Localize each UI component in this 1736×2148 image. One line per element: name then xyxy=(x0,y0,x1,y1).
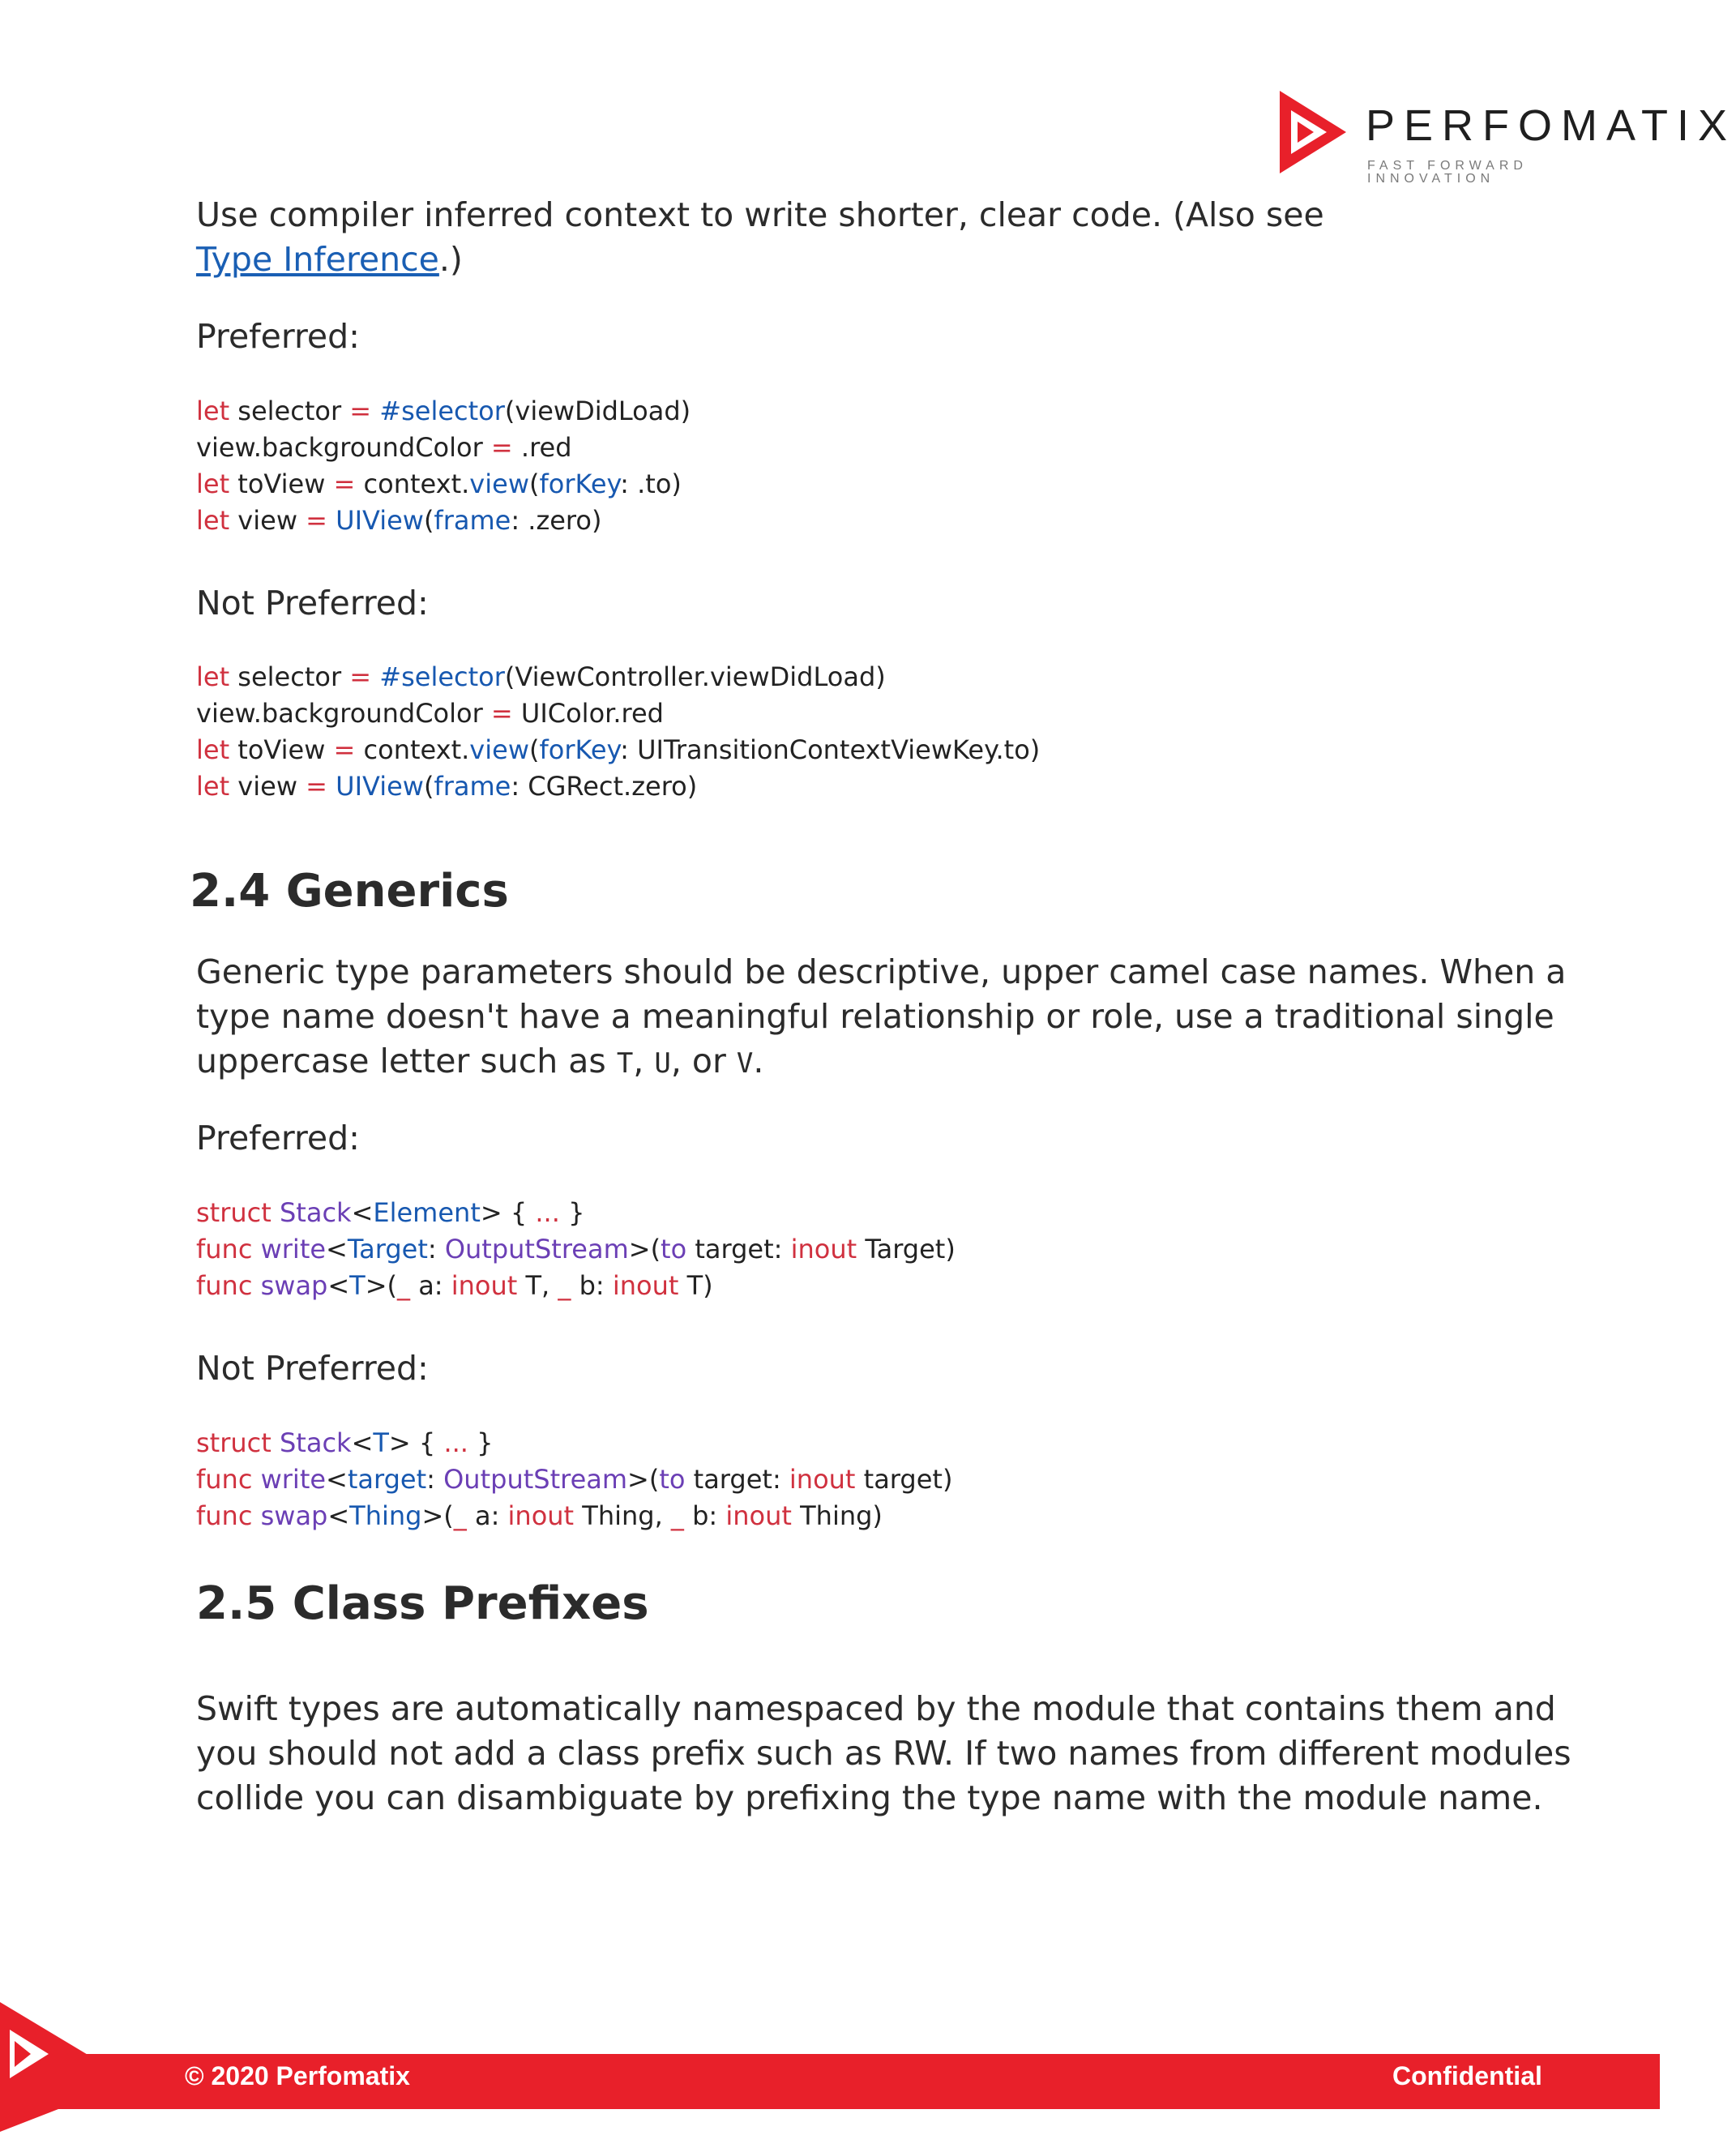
code-token: (viewDidLoad) xyxy=(504,396,691,426)
code-token xyxy=(371,396,379,426)
code-token xyxy=(327,771,336,802)
code-token: : xyxy=(426,1464,444,1495)
code-token: T xyxy=(373,1427,389,1458)
code-token: inout xyxy=(789,1464,856,1495)
code-token: _ xyxy=(453,1500,467,1531)
code-line xyxy=(196,393,691,430)
code-block-not-preferred-2 xyxy=(196,1425,952,1534)
code-token: } xyxy=(559,1197,585,1228)
code-token: view.backgroundColor xyxy=(196,432,491,463)
code-token: < xyxy=(351,1427,374,1458)
code-token: Stack xyxy=(279,1427,352,1458)
code-token: = xyxy=(333,469,356,499)
code-token: : UITransitionContextViewKey.to) xyxy=(620,734,1041,765)
code-token: Target) xyxy=(857,1234,956,1264)
generics-para-line-3 xyxy=(196,1039,763,1086)
code-token xyxy=(252,1234,260,1264)
code-token: b: xyxy=(683,1500,726,1531)
code-token: inout xyxy=(451,1270,518,1301)
generics-line3-prefix: uppercase letter such as xyxy=(196,1042,617,1080)
code-token: b: xyxy=(571,1270,613,1301)
code-token: func xyxy=(196,1500,253,1531)
code-token: forKey xyxy=(539,469,621,499)
code-token: target: xyxy=(685,1464,789,1495)
code-token: let xyxy=(196,661,230,692)
sep-1: , xyxy=(633,1042,655,1080)
code-token: } xyxy=(468,1427,494,1458)
code-token: < xyxy=(327,1270,350,1301)
code-block-not-preferred-1 xyxy=(196,659,1040,805)
code-token: inout xyxy=(725,1500,792,1531)
code-token: func xyxy=(196,1234,253,1264)
generics-para-line-2: type name doesn't have a meaningful relationship or role, use a traditional single xyxy=(196,997,1554,1036)
code-token: >( xyxy=(627,1464,660,1495)
code-token: view xyxy=(469,469,529,499)
code-line xyxy=(196,659,1040,695)
code-token: Thing) xyxy=(791,1500,883,1531)
code-token: : xyxy=(427,1234,445,1264)
code-token: : .to) xyxy=(620,469,682,499)
code-token: inout xyxy=(507,1500,575,1531)
code-token: > { xyxy=(480,1197,536,1228)
code-token: = xyxy=(333,734,356,765)
code-token: inout xyxy=(612,1270,679,1301)
code-token: ( xyxy=(528,469,540,499)
prefixes-para-line-3: collide you can disambiguate by prefixing the type name with the module name. xyxy=(196,1778,1543,1817)
code-token: context. xyxy=(355,469,470,499)
code-token: _ xyxy=(397,1270,411,1301)
code-token: Target xyxy=(347,1234,428,1264)
code-token: = xyxy=(490,698,513,729)
code-line xyxy=(196,1461,952,1498)
code-token: Stack xyxy=(279,1197,352,1228)
code-token: OutputStream xyxy=(444,1234,629,1264)
not-preferred-label-2: Not Preferred: xyxy=(196,1349,429,1388)
logo-tagline: FAST FORWARD INNOVATION xyxy=(1367,159,1528,186)
code-line xyxy=(196,430,691,466)
code-token: < xyxy=(326,1234,348,1264)
letter-t: T xyxy=(616,1047,634,1080)
code-token: = xyxy=(349,396,372,426)
code-token: let xyxy=(196,396,230,426)
code-token: < xyxy=(326,1464,348,1495)
code-token xyxy=(327,505,336,536)
code-token: = xyxy=(349,661,372,692)
code-line xyxy=(196,768,1040,805)
code-token: forKey xyxy=(539,734,621,765)
code-token: inout xyxy=(790,1234,857,1264)
code-token: target: xyxy=(686,1234,791,1264)
code-line xyxy=(196,466,691,503)
code-token: T xyxy=(349,1270,366,1301)
code-token: = xyxy=(490,432,513,463)
code-token xyxy=(371,661,379,692)
code-line xyxy=(196,503,691,539)
code-token: < xyxy=(327,1500,350,1531)
code-token: ( xyxy=(528,734,540,765)
code-token: : CGRect.zero) xyxy=(511,771,698,802)
code-token: : .zero) xyxy=(511,505,602,536)
logo-arrow-icon xyxy=(1276,88,1349,177)
code-token: struct xyxy=(196,1427,272,1458)
letter-u: U xyxy=(654,1047,671,1080)
code-token xyxy=(272,1197,280,1228)
code-token: T, xyxy=(517,1270,558,1301)
code-token: (ViewController.viewDidLoad) xyxy=(504,661,886,692)
code-line xyxy=(196,1268,956,1304)
not-preferred-label-1: Not Preferred: xyxy=(196,584,429,623)
footer-confidential: Confidential xyxy=(1392,2061,1542,2090)
code-token: UIView xyxy=(336,505,424,536)
code-block-preferred-1 xyxy=(196,393,691,539)
sep-2: , or xyxy=(670,1042,737,1080)
code-token: target xyxy=(347,1464,427,1495)
code-token: a: xyxy=(466,1500,508,1531)
intro-line-1: Use compiler inferred context to write shorter, clear code. (Also see xyxy=(196,195,1324,234)
code-token: toView xyxy=(229,469,334,499)
code-line xyxy=(196,1231,956,1268)
code-token xyxy=(252,1270,260,1301)
prefixes-para-line-1: Swift types are automatically namespaced by the module that contains them and xyxy=(196,1689,1556,1728)
generics-line3-suffix: . xyxy=(753,1042,764,1080)
code-token: < xyxy=(351,1197,374,1228)
code-line xyxy=(196,1195,956,1231)
code-token: Thing xyxy=(349,1500,422,1531)
heading-class-prefixes: 2.5 Class Prefixes xyxy=(196,1577,649,1630)
code-token: swap xyxy=(260,1270,328,1301)
code-token: Thing, xyxy=(574,1500,671,1531)
code-token: OutputStream xyxy=(443,1464,628,1495)
prefixes-para-line-2: you should not add a class prefix such as RW. If two names from different modules xyxy=(196,1734,1571,1773)
code-token: target) xyxy=(855,1464,953,1495)
code-token: >( xyxy=(421,1500,454,1531)
code-token: UIView xyxy=(336,771,424,802)
code-token: view xyxy=(469,734,529,765)
code-token: func xyxy=(196,1464,253,1495)
code-line xyxy=(196,695,1040,732)
letter-v: V xyxy=(736,1047,754,1080)
footer-copyright: © 2020 Perfomatix xyxy=(185,2061,410,2090)
code-token: ( xyxy=(423,771,434,802)
generics-para-line-1: Generic type parameters should be descriptive, upper camel case names. When a xyxy=(196,952,1567,991)
code-token: #selector xyxy=(379,661,505,692)
code-token: to xyxy=(661,1234,687,1264)
code-token: Element xyxy=(373,1197,481,1228)
code-token: frame xyxy=(434,505,511,536)
code-token: let xyxy=(196,771,230,802)
code-token: T) xyxy=(678,1270,713,1301)
code-line xyxy=(196,1425,952,1461)
code-token: struct xyxy=(196,1197,272,1228)
code-token: swap xyxy=(260,1500,328,1531)
heading-generics: 2.4 Generics xyxy=(190,865,509,918)
code-token: toView xyxy=(229,734,334,765)
code-token: UIColor.red xyxy=(512,698,664,729)
code-token: .red xyxy=(512,432,572,463)
code-token: = xyxy=(306,505,327,536)
code-token: to xyxy=(659,1464,686,1495)
code-token: >( xyxy=(365,1270,398,1301)
code-token: write xyxy=(260,1234,327,1264)
code-token: func xyxy=(196,1270,253,1301)
code-token: let xyxy=(196,505,230,536)
code-token: >( xyxy=(628,1234,661,1264)
code-token: view xyxy=(229,771,306,802)
code-token: ... xyxy=(535,1197,560,1228)
code-token: _ xyxy=(558,1270,571,1301)
type-inference-link[interactable]: Type Inference xyxy=(196,240,439,279)
code-token: context. xyxy=(355,734,470,765)
code-token: let xyxy=(196,469,230,499)
code-token: > { xyxy=(388,1427,444,1458)
code-token xyxy=(272,1427,280,1458)
code-token xyxy=(252,1500,260,1531)
intro-line-2 xyxy=(196,237,463,282)
preferred-label-1: Preferred: xyxy=(196,317,360,356)
code-token: write xyxy=(260,1464,327,1495)
code-token: ... xyxy=(443,1427,468,1458)
code-token xyxy=(252,1464,260,1495)
code-token: #selector xyxy=(379,396,505,426)
code-token: selector xyxy=(229,661,350,692)
logo-wordmark: PERFOMATIX xyxy=(1366,101,1736,150)
code-token: a: xyxy=(410,1270,451,1301)
code-token: _ xyxy=(670,1500,684,1531)
code-token: = xyxy=(306,771,327,802)
code-token: view xyxy=(229,505,306,536)
code-token: let xyxy=(196,734,230,765)
code-block-preferred-2 xyxy=(196,1195,956,1304)
code-line xyxy=(196,732,1040,768)
intro-link-suffix: .) xyxy=(438,240,463,279)
code-line xyxy=(196,1498,952,1534)
code-token: view.backgroundColor xyxy=(196,698,491,729)
code-token: frame xyxy=(434,771,511,802)
code-token: ( xyxy=(423,505,434,536)
preferred-label-2: Preferred: xyxy=(196,1119,360,1157)
code-token: selector xyxy=(229,396,350,426)
